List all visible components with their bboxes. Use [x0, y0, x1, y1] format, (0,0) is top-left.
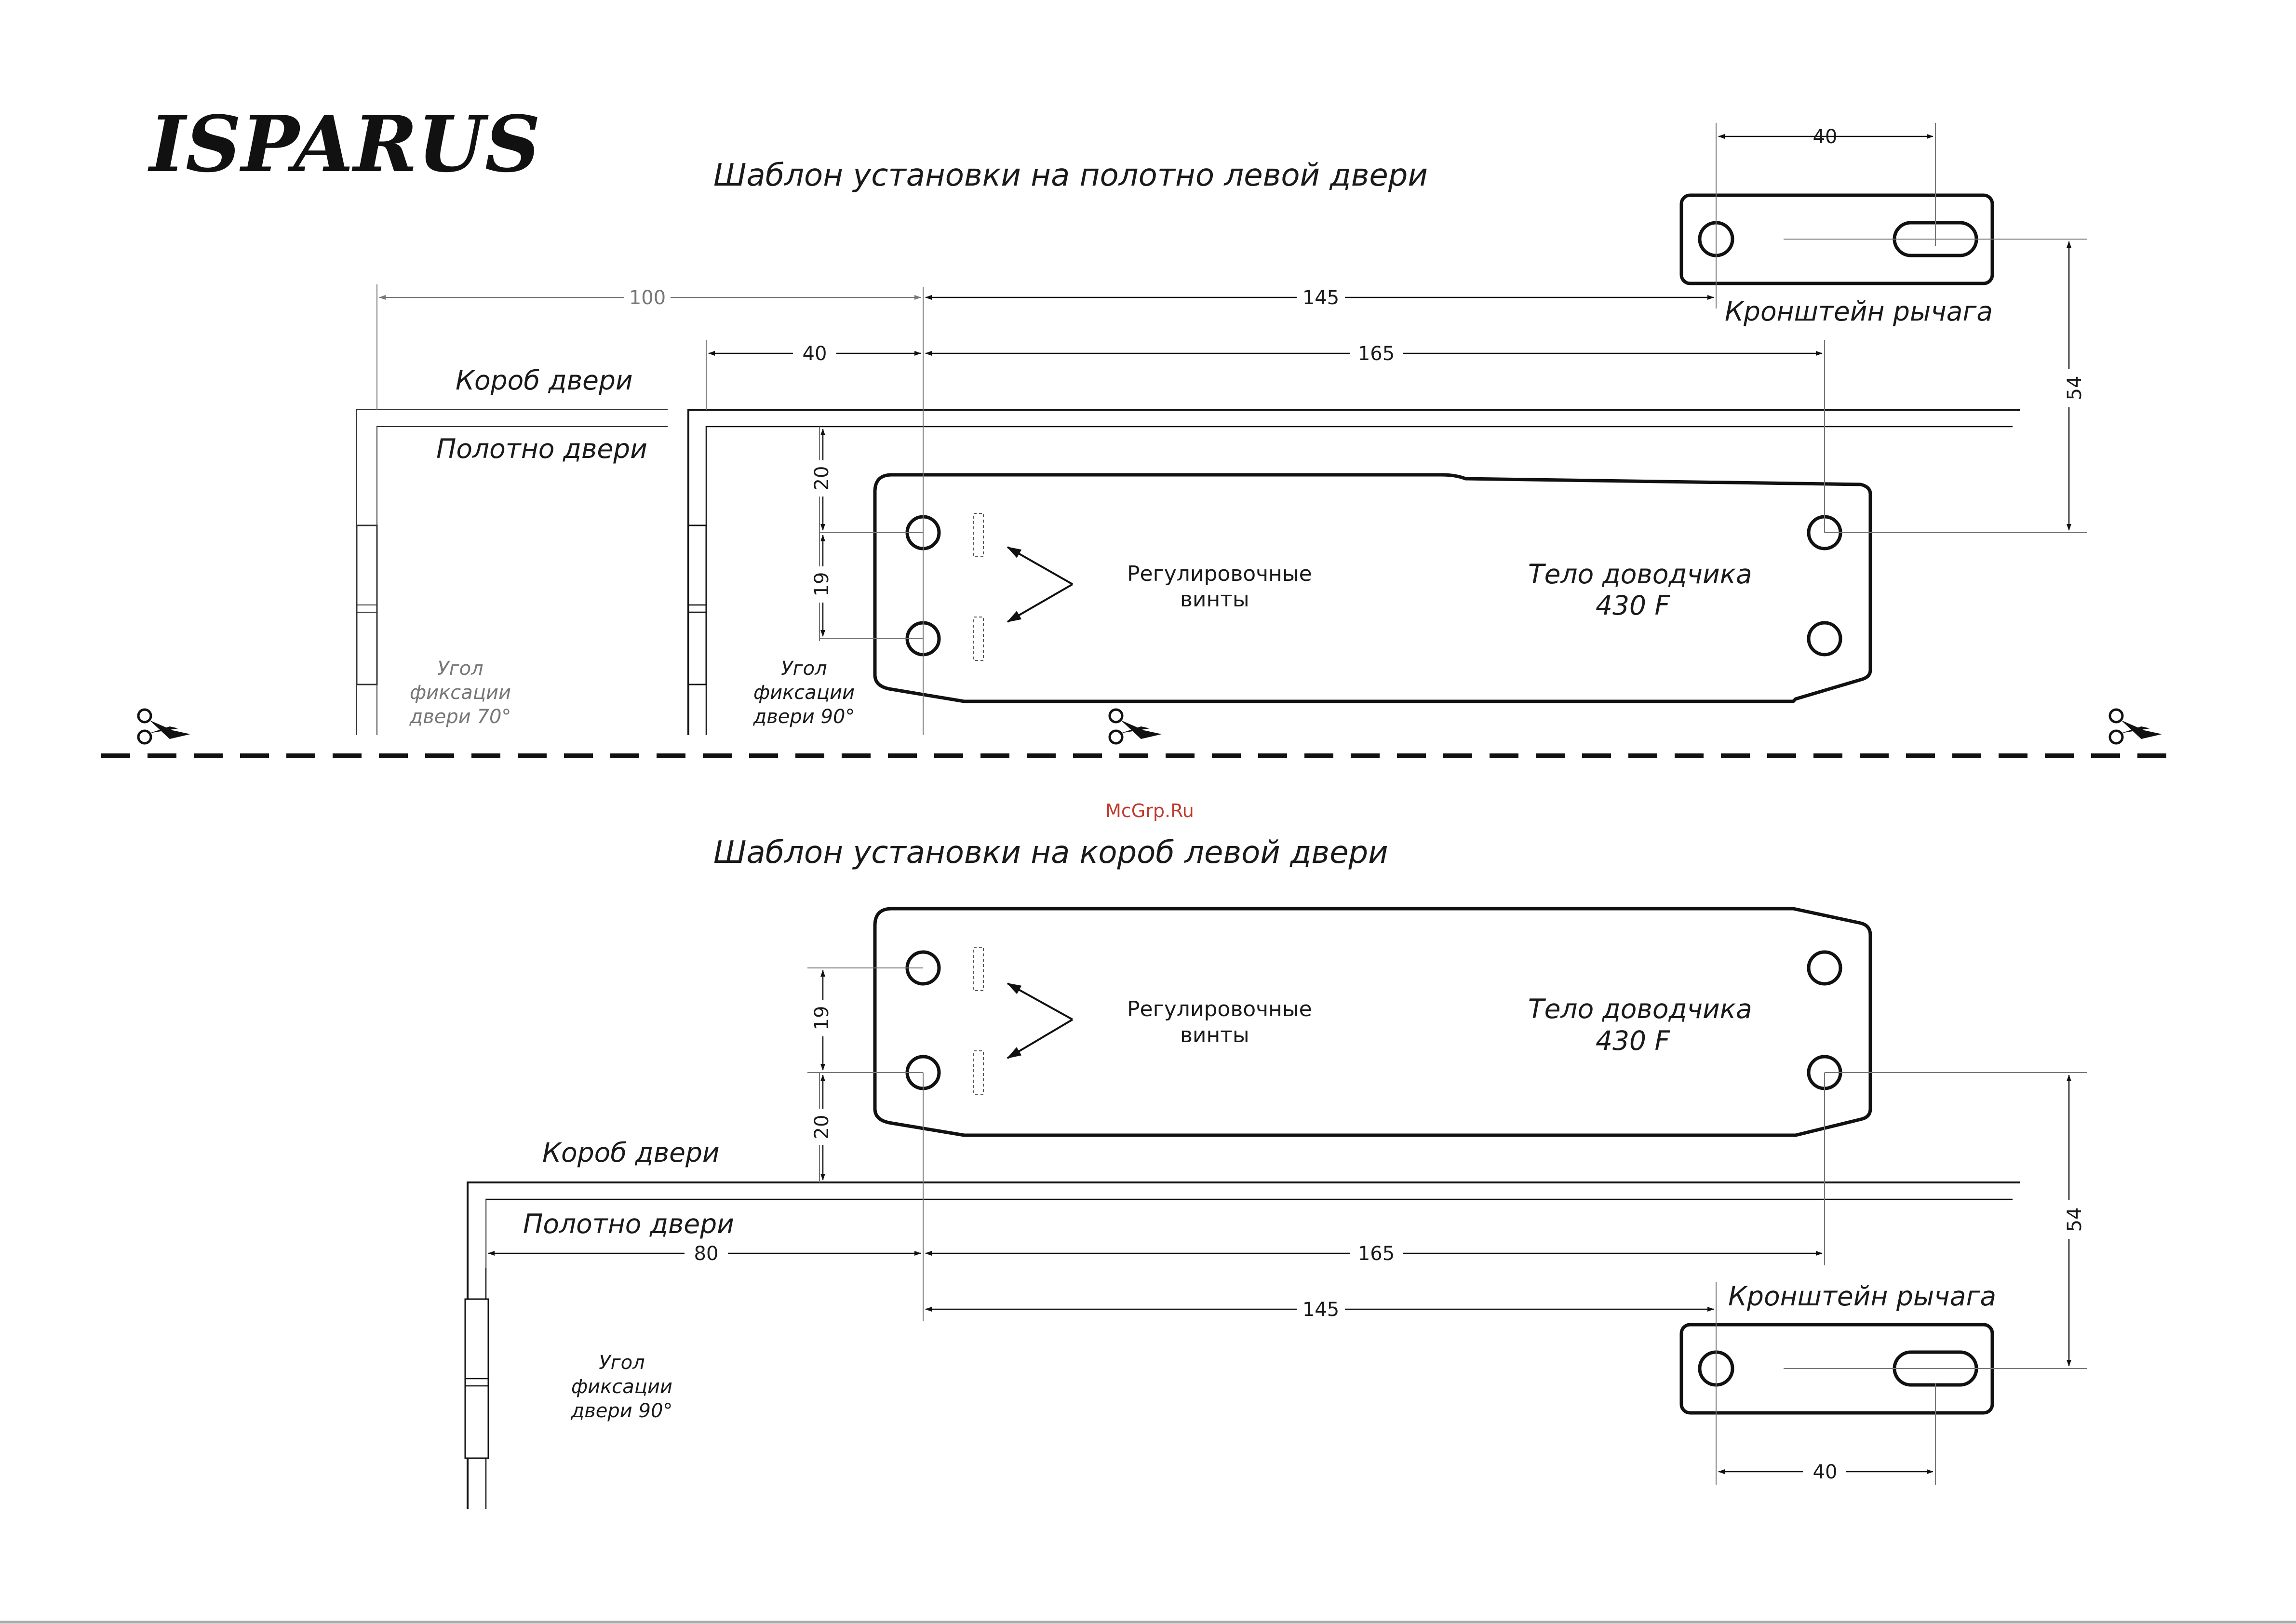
top-dim-165: 165 [1357, 343, 1395, 365]
top-bracket-label: Кронштейн рычага [1725, 296, 1993, 327]
top-template [357, 123, 2087, 735]
top-adjust-label: Регулировочные [1127, 562, 1312, 586]
top-template-title: Шаблон установки на полотно левой двери [713, 158, 1428, 193]
bottom-template [465, 835, 2087, 1509]
top-angle70-label: Угол [437, 658, 483, 680]
top-frame-label: Короб двери [456, 365, 633, 396]
isparus-logo: ISPARUS [149, 99, 541, 189]
top-adjust-screw [974, 513, 983, 557]
bottom-adjust-label: Регулировочные [1127, 997, 1312, 1021]
bottom-dim-145: 145 [1302, 1299, 1340, 1321]
bottom-template-title: Шаблон установки на короб левой двери [713, 835, 1388, 871]
bottom-body-hole [1809, 952, 1840, 984]
arrow-icon [1007, 1020, 1073, 1058]
top-angle90-label-3: двери 90° [753, 706, 855, 728]
top-dim-54: 54 [2064, 376, 2086, 401]
bottom-frame-label: Короб двери [542, 1137, 720, 1168]
bottom-adjust-screw [974, 1051, 983, 1094]
watermark: McGrp.Ru [1105, 800, 1194, 821]
arrow-icon [1007, 584, 1073, 622]
top-angle70-label-2: фиксации [409, 682, 511, 704]
bottom-body-label: Тело доводчика [1528, 993, 1752, 1024]
top-angle90-label: Угол [781, 658, 827, 680]
top-dim-40-bracket: 40 [1813, 126, 1838, 148]
top-dim-145: 145 [1302, 287, 1340, 309]
bottom-dim-54: 54 [2064, 1207, 2086, 1232]
bottom-dim-80: 80 [694, 1243, 719, 1265]
top-leaf-label: Полотно двери [436, 433, 647, 464]
top-angle70-label-3: двери 70° [409, 706, 511, 728]
arrow-icon [1007, 983, 1073, 1020]
top-body-label-2: 430 F [1596, 590, 1670, 621]
scissors-icon [2110, 710, 2162, 743]
door-profile-90 [688, 410, 2020, 735]
bottom-dim-19: 19 [811, 1006, 833, 1031]
top-dim-100: 100 [629, 287, 666, 309]
bottom-bracket-label: Кронштейн рычага [1728, 1281, 1997, 1312]
bottom-adjust-label-2: винты [1180, 1023, 1249, 1047]
bottom-adjust-screw [974, 947, 983, 991]
bottom-angle90-label-2: фиксации [571, 1376, 673, 1398]
top-body-label: Тело доводчика [1528, 559, 1752, 590]
top-angle90-label-2: фиксации [753, 682, 855, 704]
bottom-dim-40-bracket: 40 [1813, 1461, 1838, 1483]
bottom-leaf-label: Полотно двери [523, 1208, 734, 1239]
arrow-icon [1007, 547, 1073, 584]
scissors-icon [138, 710, 190, 743]
top-dim-40-offset: 40 [802, 343, 827, 365]
top-adjust-label-2: винты [1180, 587, 1249, 612]
top-body-hole [1809, 623, 1840, 655]
top-adjust-screw [974, 617, 983, 660]
scissors-icon [1110, 710, 1162, 743]
bottom-angle90-label: Угол [599, 1352, 645, 1374]
bottom-body-label-2: 430 F [1596, 1025, 1670, 1056]
bottom-dim-20: 20 [811, 1114, 833, 1140]
top-dim-20: 20 [811, 466, 833, 491]
bottom-dim-165: 165 [1357, 1243, 1395, 1265]
bottom-angle90-label-3: двери 90° [571, 1400, 673, 1422]
top-dim-19: 19 [811, 572, 833, 597]
